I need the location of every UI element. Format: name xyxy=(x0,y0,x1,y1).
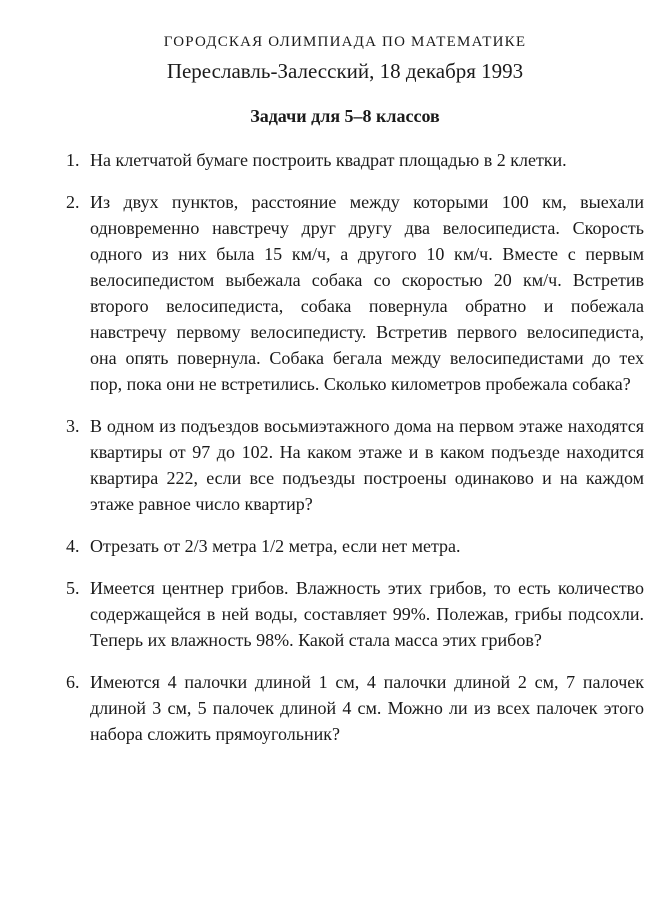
problem-text: На клетчатой бумаге построить квадрат площадью в 2 клетки. xyxy=(90,150,567,170)
problem-item-4 xyxy=(58,533,644,559)
problem-item-2 xyxy=(58,189,644,397)
problem-number: 2. xyxy=(66,192,80,212)
problem-item-5 xyxy=(58,575,644,653)
problem-text: Имеется центнер грибов. Влажность этих грибов, то есть количество содержащейся в ней воды, составляет 99%. Полежав, грибы подсохли. Теперь их влажность 98%. Какой стала масса этих грибов? xyxy=(90,578,644,650)
problem-item-3 xyxy=(58,413,644,517)
problem-number: 5. xyxy=(66,578,80,598)
problem-list xyxy=(58,147,644,747)
section-title: Задачи для 5–8 классов xyxy=(250,106,440,126)
problem-text: Из двух пунктов, расстояние между которыми 100 км, выехали одновременно навстречу друг другу два велосипедиста. Скорость одного из них была 15 км/ч, а другого 10 км/ч. Вместе с первым велосипедистом выбежала собака со скоростью 20 км/ч. Встретив второго велосипедиста, собака повернула обратно и побежала навстречу первому велосипедисту. Встретив первого велосипедиста, она опять повернула. Собака бегала между велосипедистами до тех пор, пока они не встретились. Сколько километров пробежала собака? xyxy=(90,192,644,394)
problem-number: 6. xyxy=(66,672,80,692)
olympiad-title: ГОРОДСКАЯ ОЛИМПИАДА ПО МАТЕМАТИКЕ xyxy=(163,34,527,50)
problem-text: В одном из подъездов восьмиэтажного дома на первом этаже находятся квартиры от 97 до 102. На каком этаже и в каком подъезде находится квартира 222, если все подъезды построены одинаково и на каждом этаже равное число квартир? xyxy=(90,416,644,514)
problem-item-6 xyxy=(58,669,644,747)
place-and-date: Переславль-Залесский, 18 декабря 1993 xyxy=(166,59,524,83)
problem-number: 3. xyxy=(66,416,80,436)
problem-number: 4. xyxy=(66,536,80,556)
problem-number: 1. xyxy=(66,150,80,170)
problem-item-1 xyxy=(58,147,644,173)
problem-text: Имеются 4 палочки длиной 1 см, 4 палочки длиной 2 см, 7 палочек длиной 3 см, 5 палочек длиной 4 см. Можно ли из всех палочек этого набора сложить прямоугольник? xyxy=(90,672,644,744)
problem-text: Отрезать от 2/3 метра 1/2 метра, если нет метра. xyxy=(90,536,461,556)
